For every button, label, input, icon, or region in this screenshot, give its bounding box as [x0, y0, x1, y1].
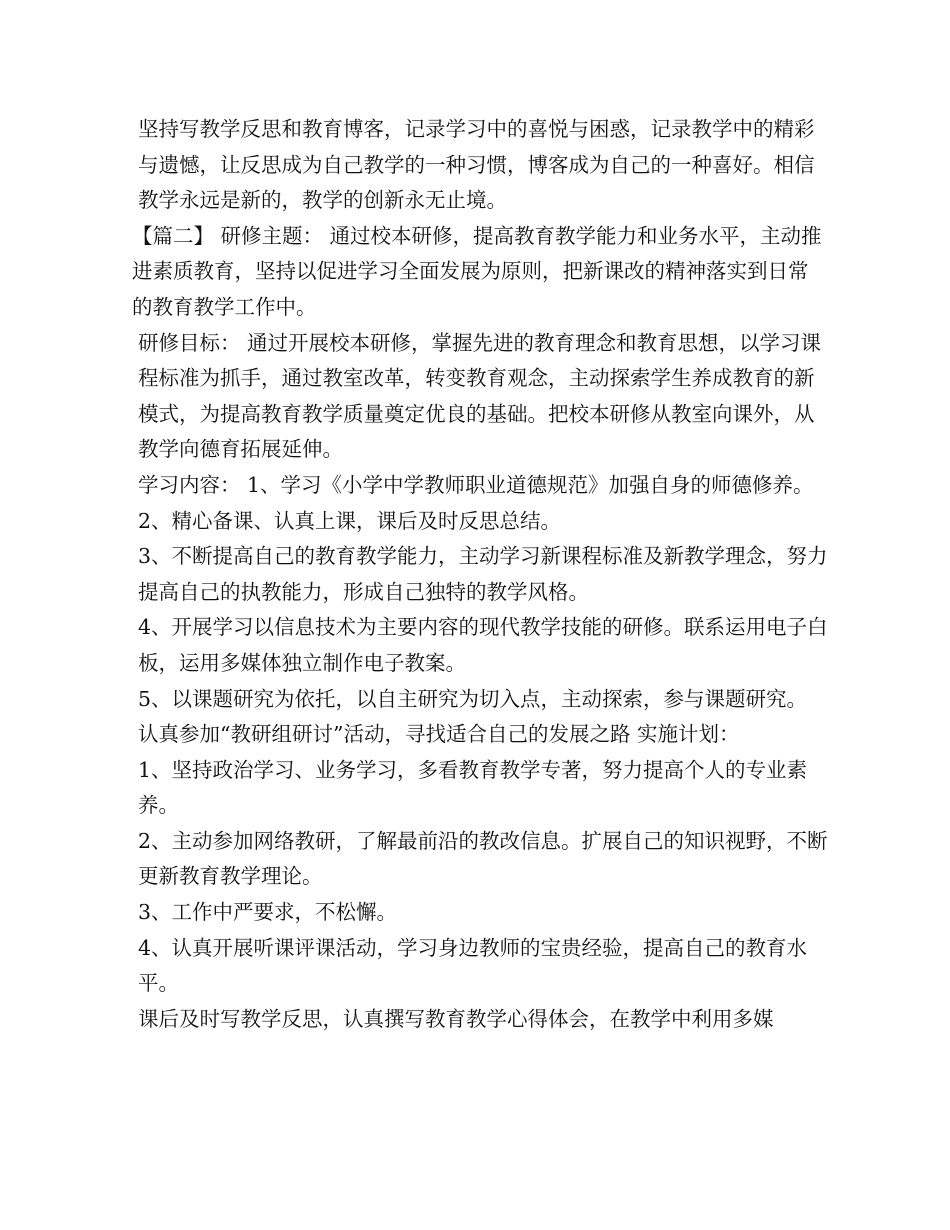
paragraph-item-5: 5、以课题研究为依托，以自主研究为切入点，主动探索，参与课题研究。	[138, 686, 808, 711]
paragraph-plan-3: 3、工作中严要求，不松懈。	[138, 900, 398, 925]
paragraph-item-2: 2、精心备课、认真上课，课后及时反思总结。	[138, 508, 562, 533]
paragraph-plan-2: 2、主动参加网络教研，了解最前沿的教改信息。扩展自己的知识视野，不断更新教育教学理论。	[138, 828, 828, 889]
paragraph-plan-1: 1、坚持政治学习、业务学习，多看教育教学专著，努力提高个人的专业素养。	[138, 757, 808, 818]
paragraph-plan-4: 4、认真开展听课评课活动，学习身边教师的宝贵经验，提高自己的教育水平。	[138, 935, 808, 996]
document-body	[132, 112, 828, 1037]
paragraph-study-goal: 研修目标： 通过开展校本研修，掌握先进的教育理念和教育思想，以学习课程标准为抓手，通过教室改革，转变教育观念，主动探索学生养成教育的新模式，为提高教育教学质量奠定优良的基础。把校本研修从教室向课外，从教学向德育拓展延伸。	[138, 330, 822, 462]
paragraph-section-two-theme: 【篇二】 研修主题： 通过校本研修，提高教育教学能力和业务水平，主动推进素质教育，坚持以促进学习全面发展为原则，把新课改的精神落实到日常的教育教学工作中。	[132, 223, 822, 319]
paragraph-research-group: 认真参加“教研组研讨”活动，寻找适合自己的发展之路 实施计划：	[138, 722, 740, 747]
paragraph-reflection-blog: 坚持写教学反思和教育博客，记录学习中的喜悦与困惑，记录教学中的精彩与遗憾，让反思成为自己教学的一种习惯，博客成为自己的一种喜好。相信教学永远是新的，教学的创新永无止境。	[138, 117, 815, 213]
paragraph-item-4: 4、开展学习以信息技术为主要内容的现代教学技能的研修。联系运用电子白板，运用多媒体独立制作电子教案。	[138, 615, 828, 675]
paragraph-study-content: 学习内容： 1、学习《小学中学教师职业道德规范》加强自身的师德修养。	[138, 472, 814, 497]
paragraph-after-class: 课后及时写教学反思，认真撰写教育教学心得体会，在教学中利用多媒	[138, 1006, 774, 1031]
paragraph-item-3: 3、不断提高自己的教育教学能力，主动学习新课程标准及新教学理念，努力提高自己的执教能力，形成自己独特的教学风格。	[138, 544, 828, 604]
